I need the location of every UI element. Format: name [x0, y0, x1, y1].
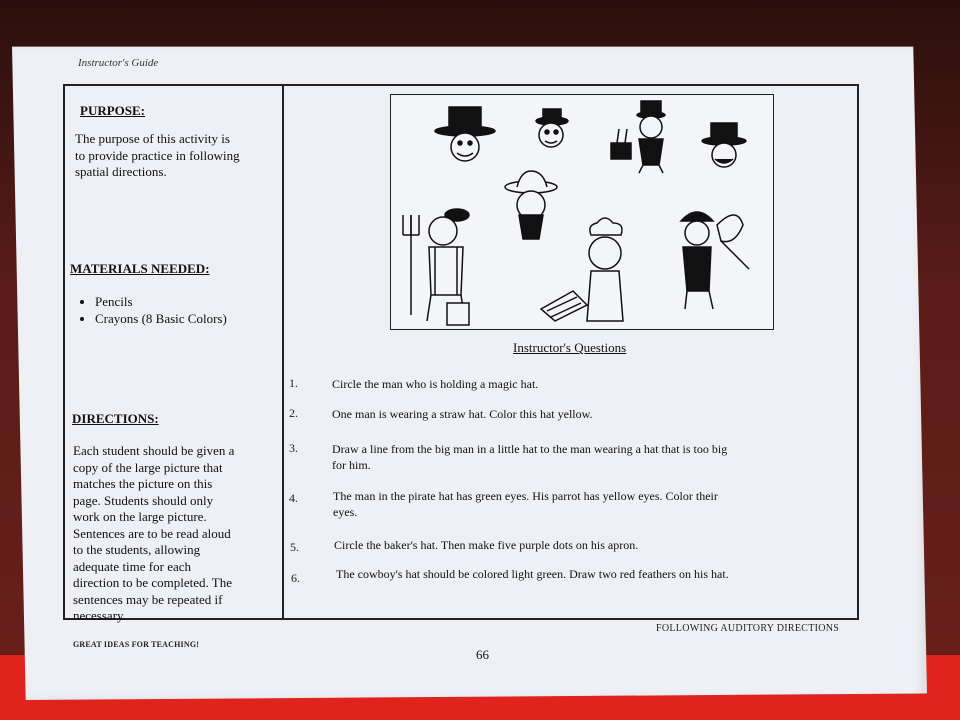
purpose-line: spatial directions. — [75, 164, 167, 179]
page-header: Instructor's Guide — [78, 57, 159, 69]
question-number: 4. — [289, 491, 298, 505]
top-hat-man-right-icon — [702, 123, 746, 167]
purpose-text — [75, 131, 240, 181]
directions-line: adequate time for each — [73, 558, 192, 574]
illustration-drawing — [391, 95, 775, 331]
question-number: 2. — [289, 406, 298, 420]
top-hat-man-icon — [435, 107, 495, 161]
directions-line: direction to be completed. The — [73, 575, 232, 590]
page-number: 66 — [476, 647, 489, 662]
materials-heading: MATERIALS NEEDED: — [70, 261, 210, 276]
question-text — [336, 566, 856, 582]
directions-heading: DIRECTIONS: — [72, 411, 159, 426]
cowboy-icon — [505, 171, 557, 239]
magician-icon — [611, 101, 665, 173]
directions-line: necessary. — [73, 608, 126, 623]
directions-line: matches the picture on this — [73, 476, 213, 491]
column-divider — [282, 86, 284, 620]
directions-line: Sentences are to be read aloud — [73, 525, 231, 541]
footer-left: GREAT IDEAS FOR TEACHING! — [73, 640, 200, 649]
question-line: The cowboy's hat should be colored light green. Draw two red feathers on his hat. — [336, 567, 729, 581]
baker-icon — [541, 218, 623, 321]
question-line: One man is wearing a straw hat. Color this hat yellow. — [332, 407, 593, 421]
material-item: • Pencils — [95, 293, 227, 310]
question-number: 3. — [289, 441, 298, 455]
purpose-heading: PURPOSE: — [80, 103, 145, 118]
question-number: 1. — [289, 376, 298, 390]
purpose-line: to provide practice in following — [75, 147, 240, 163]
directions-line: copy of the large picture that — [73, 459, 223, 475]
question-text — [332, 376, 852, 392]
materials-list — [73, 293, 227, 327]
question-line: Circle the baker's hat. Then make five purple dots on his apron. — [334, 538, 639, 552]
directions-line: sentences may be repeated if — [73, 591, 223, 607]
directions-line: work on the large picture. — [73, 509, 207, 524]
question-text — [332, 406, 852, 422]
question-text — [333, 488, 853, 520]
question-number: 5. — [290, 540, 299, 554]
directions-line: page. Students should only — [73, 492, 214, 508]
directions-line: to the students, allowing — [73, 542, 201, 557]
directions-line: Each student should be given a — [73, 443, 235, 458]
question-line: eyes. — [333, 505, 358, 519]
farmer-icon — [403, 209, 469, 325]
pirate-parrot-icon — [681, 212, 749, 309]
question-line: for him. — [332, 458, 371, 472]
question-line: Draw a line from the big man in a little hat to the man wearing a hat that is too big — [332, 442, 728, 456]
question-number: 6. — [291, 571, 300, 585]
question-line: Circle the man who is holding a magic hat. — [332, 377, 539, 391]
purpose-line: The purpose of this activity is — [75, 131, 230, 146]
instructor-questions-title: Instructor's Questions — [513, 340, 627, 355]
question-text — [334, 537, 854, 553]
directions-text — [73, 443, 234, 625]
question-line: The man in the pirate hat has green eyes. His parrot has yellow eyes. Color their — [333, 489, 718, 503]
question-text — [332, 441, 852, 473]
footer-right: FOLLOWING AUDITORY DIRECTIONS — [656, 623, 840, 634]
hats-illustration — [390, 94, 774, 330]
big-hat-man-icon — [536, 109, 568, 147]
material-item: • Crayons (8 Basic Colors) — [95, 310, 227, 327]
